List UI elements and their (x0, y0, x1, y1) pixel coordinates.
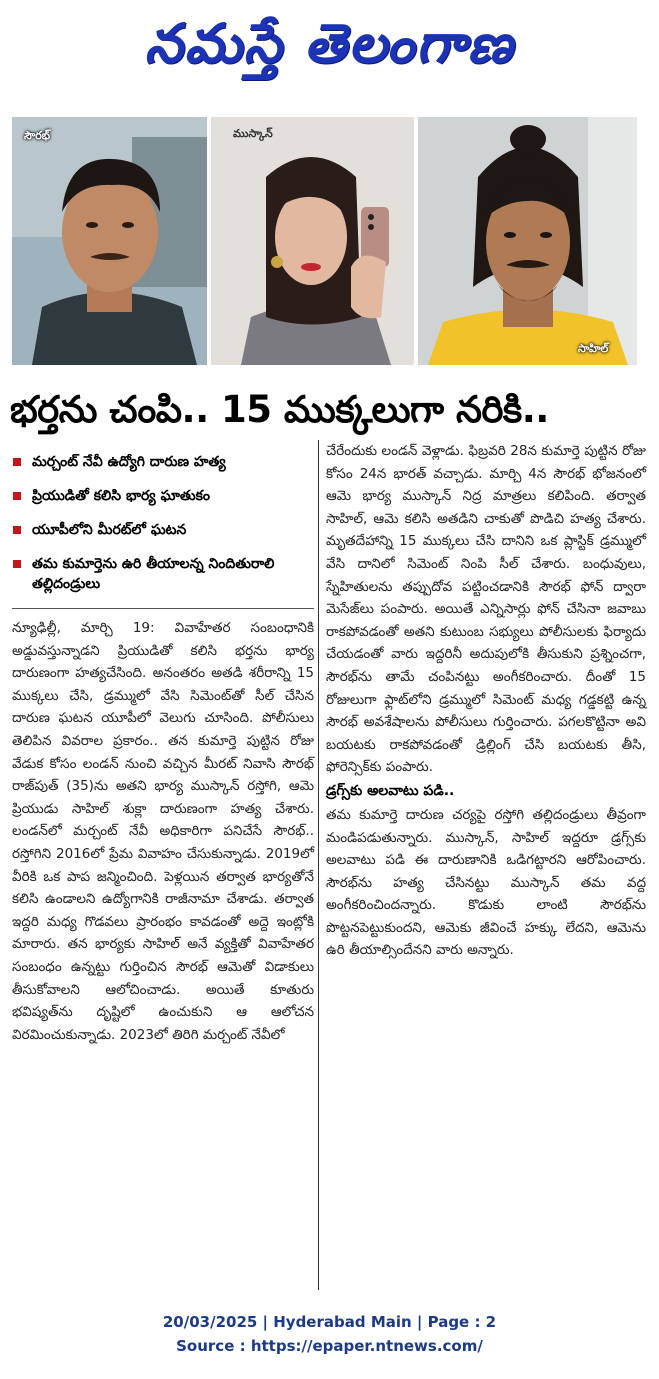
bullet-item: యూపీలోని మీరట్‌లో ఘటన (12, 520, 314, 540)
photo-sahil (418, 117, 637, 365)
bullet-list (12, 452, 314, 594)
photo-caption-sourabh: సౌరభ్ (24, 129, 50, 142)
footer-edition-info: 20/03/2025 | Hyderabad Main | Page : 2 (162, 1313, 497, 1331)
masthead (0, 0, 659, 100)
person-photo-icon (12, 117, 207, 365)
column-divider (318, 440, 319, 1290)
bullet-rule (12, 608, 314, 609)
photo-muskan (211, 117, 414, 365)
photo-strip (12, 117, 637, 365)
person-photo-icon (211, 117, 414, 365)
newspaper-title: నమస్తే తెలంగాణ (144, 11, 515, 75)
bullet-item: తమ కుమార్తెను ఉరి తీయాలన్న నిందితురాలి తల్లిదండ్రులు (12, 554, 314, 594)
person-photo-icon (418, 117, 637, 365)
article-body-col2: చేరేందుకు లండన్ వెళ్లాడు. ఫిబ్రవరి 28న కుమార్తె పుట్టిన రోజు కోసం 24న భారత్ వచ్చాడు. మార్చి 4న సౌరభ్ భోజనంలో ఆమె భార్య ముస్కాన్ నిద్ర మాత్రలు కలిపింది. తర్వాత సాహిల్, ఆమె కలిసి అతడిని చాకుతో పొడిచి హత్య చేశారు. మృతదేహాన్ని 15 ముక్కలు చేసి దానిని ఒక ప్లాస్టిక్ డ్రమ్ములో వేసి దానిలో సిమెంట్ నింపి సీల్ చేశారు. బంధువులు, స్నేహితులను తప్పుదోవ పట్టించడానికి సౌరభ్ ఫోన్ ద్వారా మెసేజ్‌లు పంపారు. అయితే ఎన్నిసార్లు ఫోన్ చేసినా జవాబు రాకపోవడంతో అతని కుటుంబ సభ్యులు పోలీసులకు ఫిర్యాదు చేయడంతో వారు ఇద్దరినీ అదుపులోకి తీసుకుని ప్రశ్నించగా, సౌరభ్‌ను తామే చంపినట్టు అంగీకరించారు. దీంతో 15 రోజులుగా ఫ్లాట్‌లోని డ్రమ్ములో సిమెంట్ మధ్య గడ్డకట్టి ఉన్న సౌరభ్ అవశేషాలను పోలీసులు గుర్తించారు. పగలకొట్టినా అవి బయటకు రాకపోవడంతో డ్రిల్లింగ్ చేసి బయటకు తీసి, ఫోరెన్సిక్‌కు పంపారు. (326, 443, 646, 776)
article-subhead: డ్రగ్స్‌కు అలవాటు పడి.. (326, 782, 455, 799)
page-footer (0, 1310, 659, 1358)
photo-sourabh (12, 117, 207, 365)
article-body-col1: న్యూఢిల్లీ, మార్చి 19: వివాహేతర సంబంధానికి అడ్డువస్తున్నాడని ప్రియుడితో కలిసి భర్తను భార్య దారుణంగా హత్యచేసింది. అనంతరం అతడి శరీరాన్ని 15 ముక్కలు చేసి, డ్రమ్ములో వేసి సిమెంట్‌తో సీల్ చేసిన దారుణ ఘటన యూపీలో వెలుగు చూసింది. పోలీసులు తెలిపిన వివరాల ప్రకారం.. తన కుమార్తె పుట్టిన రోజు వేడుక కోసం లండన్ నుంచి వచ్చిన మీరట్ నివాసి సౌరభ్ రాజ్‌పుత్ (35)ను అతని భార్య ముస్కాన్ రస్తోగి, ఆమె ప్రియుడు సాహిల్ శుక్లా దారుణంగా హత్య చేశారు. లండన్‌లో మర్చంట్ నేవీ అధికారిగా పనిచేసే సౌరభ్.. రస్తోగిని 2016లో ప్రేమ వివాహం చేసుకున్నాడు. 2019లో వీరికి ఒక పాప జన్మించింది. పెళ్లయిన తర్వాత భార్యతోనే కలిసి ఉండాలని ఉద్యోగానికి రాజీనామా చేశాడు. తర్వాత ఇద్దరి మధ్య గొడవలు ప్రారంభం కావడంతో అద్దె ఇంట్లోకి మారారు. తన భార్యకు సాహిల్ అనే వ్యక్తితో వివాహేతర సంబంధం ఉన్నట్టు గుర్తించిన సౌరభ్ ఆమెతో విడాకులు తీసుకోవాలని ఆలోచించాడు. అయితే కూతురు భవిష్యత్‌ను దృష్టిలో ఉంచుకుని ఆ ఆలోచన విరమించుకున్నాడు. 2023లో తిరిగి మర్చంట్ నేవీలో (12, 620, 314, 1043)
footer-source-link[interactable]: Source : https://epaper.ntnews.com/ (176, 1337, 483, 1355)
bullet-item: మర్చంట్ నేవీ ఉద్యోగి దారుణ హత్య (12, 452, 314, 472)
bullet-item: ప్రియుడితో కలిసి భార్య ఘాతుకం (12, 486, 314, 506)
photo-caption-sahil: సాహిల్ (578, 342, 609, 355)
photo-caption-muskan: ముస్కాన్ (233, 127, 273, 140)
article-body-col2-after: తమ కుమార్తె దారుణ చర్యపై రస్తోగి తల్లిదండ్రులు తీవ్రంగా మండిపడుతున్నారు. ముస్కాన్, సాహిల్ ఇద్దరూ డ్రగ్స్‌కు అలవాటు పడి ఈ దారుణానికి ఒడిగట్టారని ఆరోపించారు. సౌరభ్‌ను హత్య చేసినట్టు ముస్కాన్ తమ వద్ద అంగీకరించిందన్నారు. కొడుకు లాంటి సౌరభ్‌ను పొట్టనపెట్టుకుందని, ఆమెకు జీవించే హక్కు లేదని, ఆమెను ఉరి తీయాల్సిందేనని వారు అన్నారు. (326, 806, 646, 959)
headline: భర్తను చంపి.. 15 ముక్కలుగా నరికి.. (10, 388, 549, 431)
article-column-1 (12, 452, 314, 1046)
article-column-2 (326, 440, 646, 962)
